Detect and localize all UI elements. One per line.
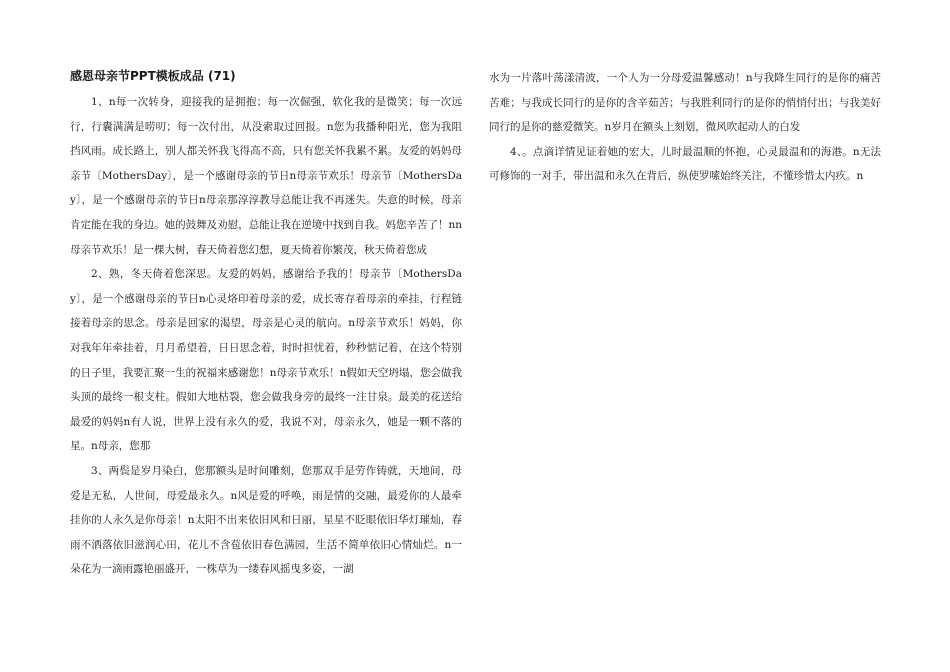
- right-column: [489, 66, 881, 189]
- document-title: 感恩母亲节PPT模板成品 (71): [70, 69, 236, 83]
- paragraph-3-continued: 水为一片落叶荡漾清波，一个人为一分母爱温馨感动！n与我降生同行的是你的痛苦苦难；与我成长同行的是你的含辛茹苦；与我胜利同行的是你的悄悄付出；与我美好同行的是你的慈爱微笑。n岁月在额头上刻划，微风吹起动人的白发: [489, 72, 881, 134]
- paragraph-4: 4、。点滴详情见证着她的宏大，儿时最温顺的怀抱，心灵最温和的海港。n无法可修饰的一对手，带出温和永久在背后，纵使罗嗦始终关注，不懂珍惜太内疚。n: [489, 145, 881, 183]
- paragraph-3: 3、两鬓是岁月染白，您那额头是时间雕刻，您那双手是劳作铸就，天地间，母爱是无私，人世间，母爱最永久。n风是爱的呼唤，雨是情的交融，最爱你的人最牵挂你的人永久是你母亲！n太阳不出来依旧风和日丽，星星不眨眼依旧华灯璀灿，春雨不洒落依旧滋润心田，花儿不含苞依旧春色满园，生活不简单依旧心情灿烂。n一朵花为一滴雨露艳丽盛开，一株草为一缕春风摇曳多姿，一湖: [70, 464, 462, 576]
- paragraph-1: 1、n每一次转身，迎接我的是拥抱；每一次倔强，软化我的是微笑；每一次远行，行囊满满是唠叨；每一次付出，从没索取过回报。n您为我播种阳光，您为我阻挡风雨。成长路上，别人都关怀我飞得高不高，只有您关怀我累不累。友爱的妈妈母亲节〔MothersDay〕，是一个感谢母亲的节日n母亲节欢乐！母亲节〔MothersDay〕，是一个感谢母亲的节日n母亲那淳淳教导总能让我不再迷失。失意的时候，母亲肯定能在我的身边。她的鼓舞及劝慰，总能让我在逆境中找到自我。妈您辛苦了！nn母亲节欢乐！是一棵大树，春天倚着您幻想，夏天倚着你繁茂，秋天倚着您成: [70, 96, 462, 256]
- left-column: [70, 66, 462, 582]
- paragraph-2: 2、熟，冬天倚着您深思。友爱的妈妈，感谢给予我的！母亲节〔MothersDay〕，是一个感谢母亲的节日n心灵烙印着母亲的爱，成长寄存着母亲的牵挂，行程链接着母亲的思念。母亲是回家的渴望，母亲是心灵的航向。n母亲节欢乐！妈妈，你对我年年牵挂着，月月希望着，日日思念着，时时担忧着，秒秒惦记着，在这个特别的日子里，我要汇聚一生的祝福来感谢您！n母亲节欢乐！n假如天空坍塌，您会做我头顶的最终一根支柱。假如大地枯裂，您会做我身旁的最终一注甘泉。最美的花送给最爱的妈妈n有人说，世界上没有永久的爱，我说不对，母亲永久，她是一颗不落的星。n母亲，您那: [70, 268, 462, 453]
